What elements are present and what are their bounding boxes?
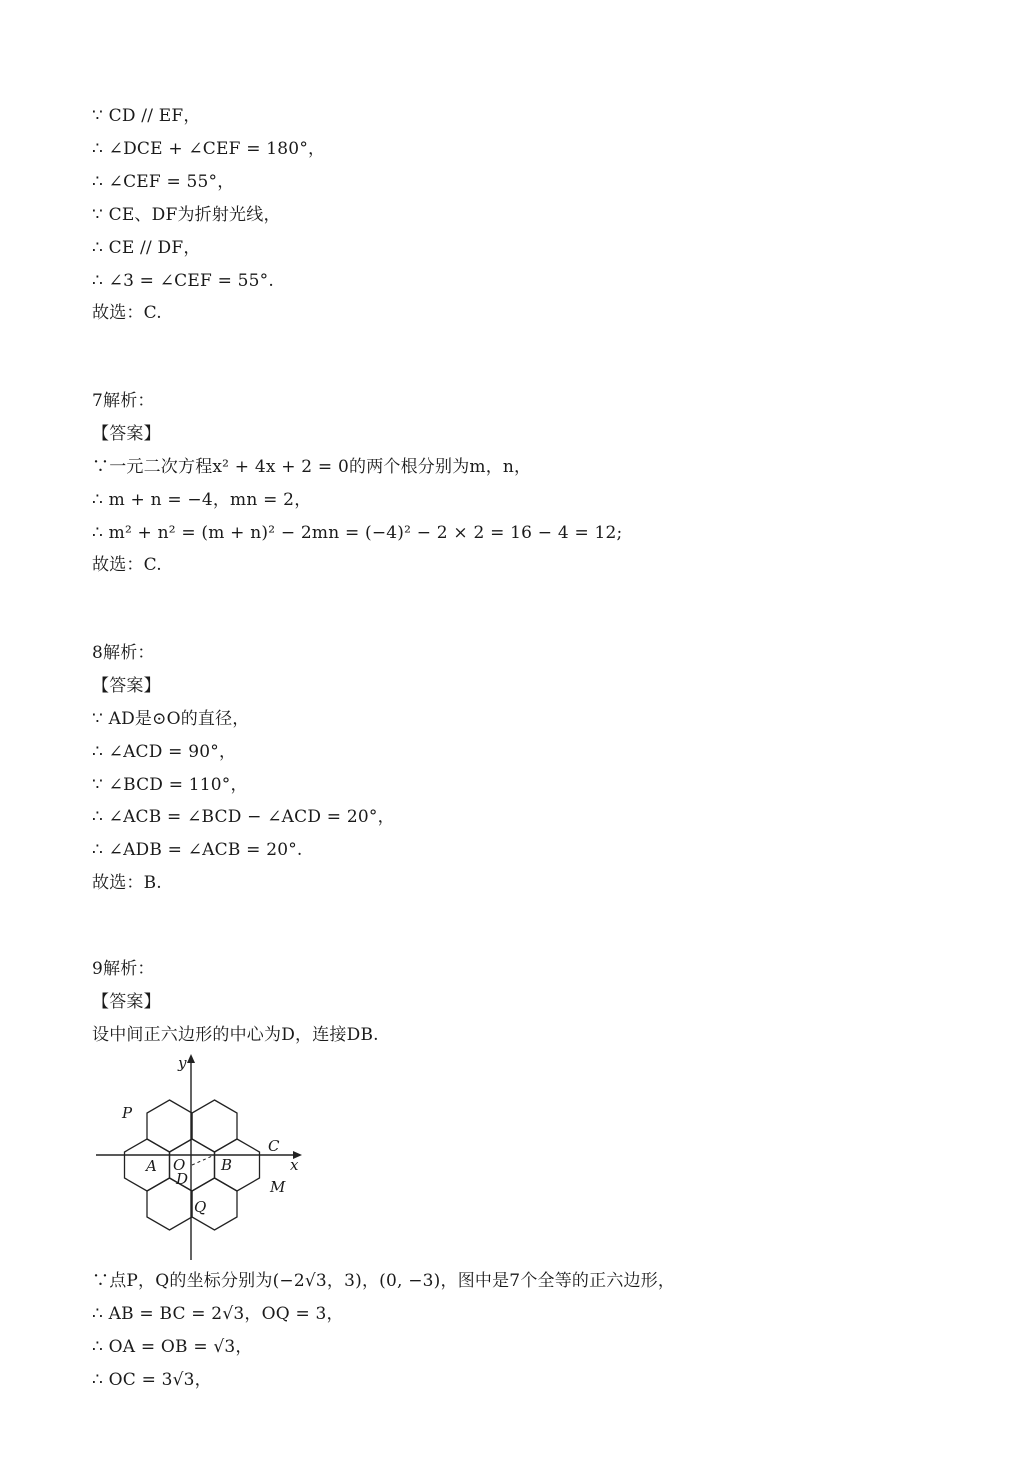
s8-line-5: ∴ ∠ADB = ∠ACB = 20°.	[92, 840, 303, 860]
s8-line-2: ∴ ∠ACD = 90°，	[92, 742, 237, 762]
hexagon-top-right	[192, 1100, 237, 1152]
label-p: P	[122, 1104, 133, 1122]
hexagon-diagram	[92, 1050, 312, 1265]
s6-answer-choice: 故选：C.	[92, 303, 162, 323]
s8-answer-label: 【答案】	[92, 676, 161, 696]
label-b: B	[221, 1156, 233, 1174]
s9-intro: 设中间正六边形的中心为D，连接DB.	[92, 1025, 379, 1045]
s7-answer-choice: 故选：C.	[92, 555, 162, 575]
s8-heading: 8解析：	[92, 643, 155, 663]
s6-line-4: ∵ CE、DF为折射光线，	[92, 205, 281, 225]
s8-line-3: ∵ ∠BCD = 110°，	[92, 775, 248, 795]
hexagon-top-left	[147, 1100, 192, 1152]
s7-line-2: ∴ m + n = −4，mn = 2，	[92, 490, 312, 510]
label-a: A	[146, 1157, 157, 1175]
s9-line-1: ∵点P，Q的坐标分别为(−2√3，3)，(0, −3)，图中是7个全等的正六边形，	[92, 1271, 676, 1291]
y-axis-arrow	[187, 1054, 195, 1063]
s9-line-2: ∴ AB = BC = 2√3，OQ = 3，	[92, 1304, 344, 1324]
label-y: y	[178, 1054, 187, 1072]
label-c: C	[268, 1137, 280, 1155]
s9-answer-label: 【答案】	[92, 992, 161, 1012]
s9-line-4: ∴ OC = 3√3，	[92, 1370, 212, 1390]
s7-line-1: ∵一元二次方程x² + 4x + 2 = 0的两个根分别为m，n，	[92, 457, 532, 477]
label-q: Q	[194, 1198, 207, 1216]
s7-answer-label: 【答案】	[92, 424, 161, 444]
s9-heading: 9解析：	[92, 959, 155, 979]
s9-line-3: ∴ OA = OB = √3，	[92, 1337, 253, 1357]
label-o: O	[173, 1156, 186, 1174]
hexagon-figure	[92, 1050, 312, 1265]
s8-line-1: ∵ AD是⊙O的直径，	[92, 709, 250, 729]
s7-heading: 7解析：	[92, 391, 155, 411]
s8-line-4: ∴ ∠ACB = ∠BCD − ∠ACD = 20°，	[92, 807, 395, 827]
s6-line-5: ∴ CE // DF，	[92, 238, 201, 258]
s6-line-3: ∴ ∠CEF = 55°，	[92, 172, 235, 192]
s6-line-1: ∵ CD // EF，	[92, 106, 201, 126]
s6-line-2: ∴ ∠DCE + ∠CEF = 180°，	[92, 139, 326, 159]
segment-db	[192, 1155, 215, 1165]
label-x: x	[290, 1156, 299, 1174]
label-d: D	[176, 1170, 189, 1188]
s6-line-6: ∴ ∠3 = ∠CEF = 55°.	[92, 271, 274, 291]
label-m: M	[270, 1178, 286, 1196]
s8-answer-choice: 故选：B.	[92, 873, 162, 893]
s7-line-3: ∴ m² + n² = (m + n)² − 2mn = (−4)² − 2 × 2 = 16 − 4 = 12;	[92, 523, 623, 543]
